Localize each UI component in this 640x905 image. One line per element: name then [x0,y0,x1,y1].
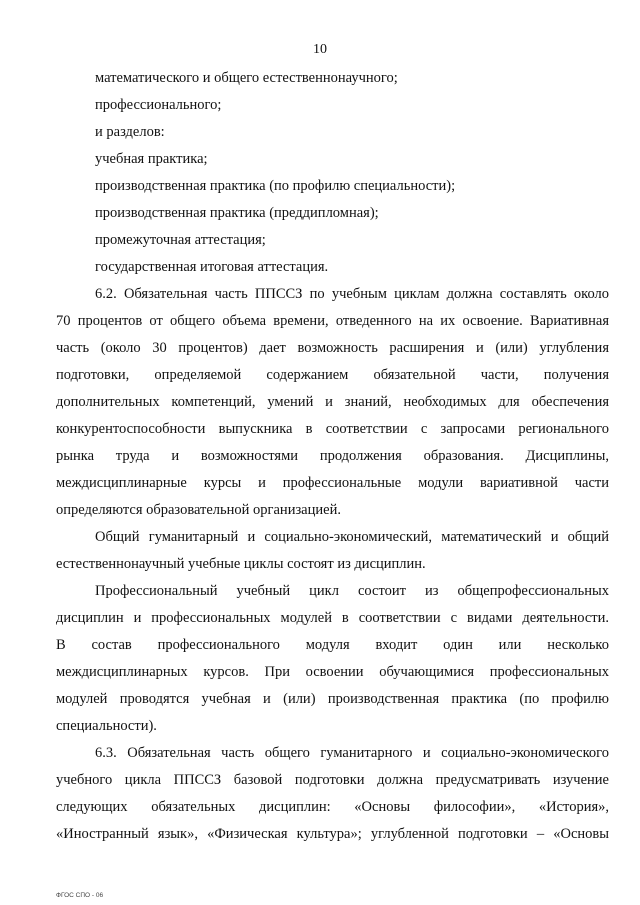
list-item: производственная практика (преддипломная); [95,205,379,221]
list-item: производственная практика (по профилю специальности); [95,178,456,194]
paragraph-6-3-line: «Иностранный язык», «Физическая культура»; углубленной подготовки – «Основы [56,826,609,842]
paragraph-professional-line: специальности). [56,718,157,734]
paragraph-6-2-line: определяются образовательной организацией. [56,502,341,518]
paragraph-professional-line: В состав профессионального модуля входит один или несколько [56,637,609,653]
paragraph-professional-line: модулей проводятся учебная и (или) производственная практика (по профилю [56,691,609,707]
paragraph-6-3-line: учебного цикла ППССЗ базовой подготовки должна предусматривать изучение [56,772,609,788]
paragraph-professional-line: Профессиональный учебный цикл состоит из общепрофессиональных [95,583,609,599]
list-item: промежуточная аттестация; [95,232,266,248]
paragraph-professional-line: междисциплинарных курсов. При освоении обучающимися профессиональных [56,664,609,680]
paragraph-general-line: Общий гуманитарный и социально-экономический, математический и общий [95,529,609,545]
page-number: 10 [313,42,327,57]
paragraph-6-2-line: 70 процентов от общего объема времени, отведенного на их освоение. Вариативная [56,313,609,329]
paragraph-professional-line: дисциплин и профессиональных модулей в соответствии с видами деятельности. [56,610,609,626]
paragraph-6-3-line: следующих обязательных дисциплин: «Основы философии», «История», [56,799,609,815]
list-item: математического и общего естественнонаучного; [95,70,398,86]
paragraph-6-2-line: 6.2. Обязательная часть ППССЗ по учебным циклам должна составлять около [95,286,609,302]
paragraph-6-2-line: междисциплинарные курсы и профессиональные модули вариативной части [56,475,609,491]
page-footer: ФГОС СПО - 06 [56,892,104,899]
list-item: и разделов: [95,124,165,140]
paragraph-6-2-line: конкурентоспособности выпускника в соответствии с запросами регионального [56,421,609,437]
paragraph-general-line: естественнонаучный учебные циклы состоят из дисциплин. [56,556,426,572]
list-item: профессионального; [95,97,222,113]
paragraph-6-2-line: дополнительных компетенций, умений и знаний, необходимых для обеспечения [56,394,609,410]
list-item: учебная практика; [95,151,208,167]
paragraph-6-2-line: часть (около 30 процентов) дает возможность расширения и (или) углубления [56,340,609,356]
paragraph-6-3-line: 6.3. Обязательная часть общего гуманитарного и социально-экономического [95,745,609,761]
paragraph-6-2-line: рынка труда и возможностями продолжения образования. Дисциплины, [56,448,609,464]
paragraph-6-2-line: подготовки, определяемой содержанием обязательной части, получения [56,367,609,383]
list-item: государственная итоговая аттестация. [95,259,329,275]
